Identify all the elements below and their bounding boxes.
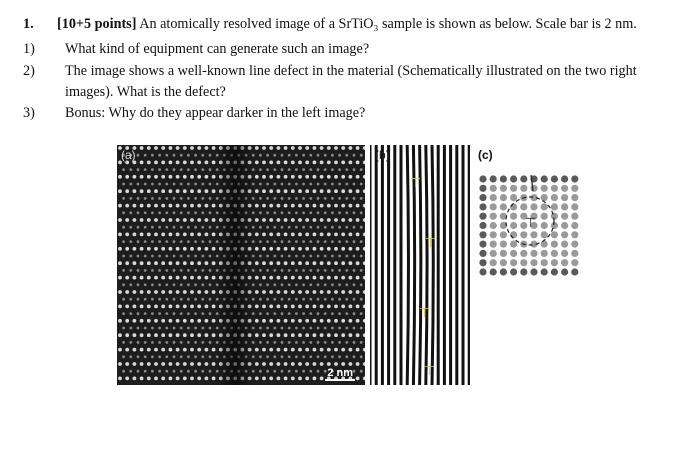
svg-text:⊤: ⊤ [410,176,422,191]
subquestion-3 [23,103,683,124]
figure-panel-a [117,145,365,385]
question-text: An atomically resolved image of a SrTiO₃ sample is shown as below. Scale bar is 2 nm. [139,16,637,32]
svg-text:⊤: ⊤ [424,364,436,379]
scale-bar-label: 2 nm [327,367,353,379]
subquestion-text: What kind of equipment can generate such an image? [65,41,370,57]
panel-c-label: (c) [478,148,493,162]
question-header [23,15,683,34]
subquestion-number: 1) [23,41,35,57]
figure-panel-c [475,145,590,385]
subquestion-1 [23,39,683,60]
panel-b-label: (b) [375,148,390,162]
question-points: [10+5 points] [57,16,137,32]
figure-panel-b [370,145,470,385]
dislocation-schematic [475,145,590,385]
subquestion-2 [23,61,683,100]
svg-text:⊤: ⊤ [419,306,431,321]
scale-bar [325,379,355,381]
svg-text:⊤: ⊤ [425,236,437,251]
atomic-lattice-image [117,145,365,385]
subquestion-number: 3) [23,105,35,121]
question-number: 1. [23,16,34,32]
subquestion-number: 2) [23,63,35,79]
subquestion-text: The image shows a well-known line defect in the material (Schematically illustrated on the two right images). What is the defect? [65,63,637,100]
svg-text:⊤: ⊤ [525,215,537,230]
fringe-image [370,145,470,385]
panel-a-label: (a) [121,148,136,162]
subquestion-text: Bonus: Why do they appear darker in the left image? [65,105,366,121]
